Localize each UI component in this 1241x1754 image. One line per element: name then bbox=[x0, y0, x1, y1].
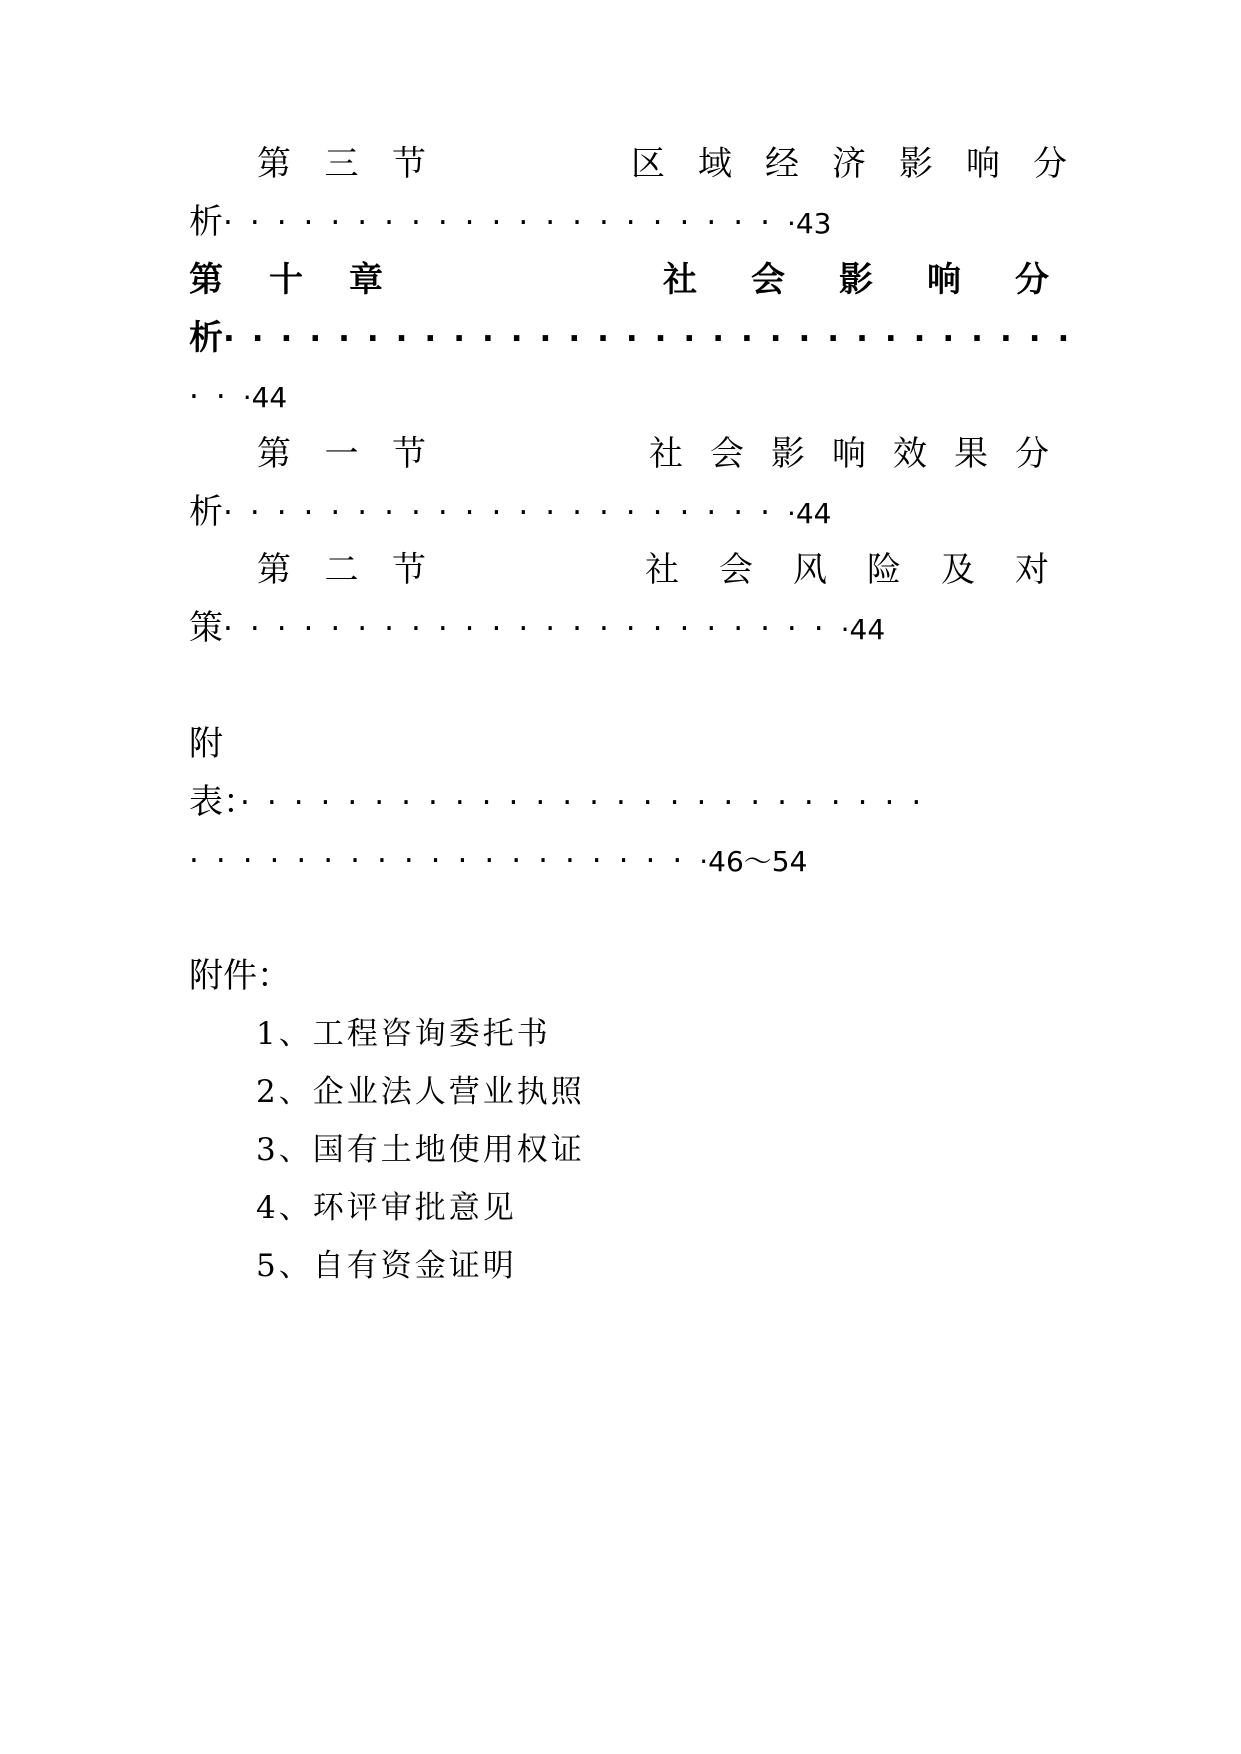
toc-entry-section-2[interactable] bbox=[189, 548, 1089, 592]
toc-entry-section-2-leader[interactable] bbox=[189, 606, 1049, 652]
appendix-tables-heading bbox=[189, 722, 1049, 766]
toc-entry-section-1-leader[interactable] bbox=[189, 490, 1049, 536]
appendix-head: 附 bbox=[189, 724, 223, 764]
toc-entry-section-1[interactable] bbox=[189, 432, 1076, 476]
attachment-item: 5、自有资金证明 bbox=[256, 1248, 517, 1284]
attachment-item: 3、国有土地使用权证 bbox=[256, 1132, 585, 1168]
section-label-char: 三 bbox=[324, 144, 359, 184]
toc-entry-section-3-leader[interactable] bbox=[189, 200, 1049, 246]
section-label-char: 节 bbox=[392, 434, 426, 474]
page-number: ·46～54 bbox=[699, 845, 808, 878]
dot-leader: ····················· bbox=[223, 495, 787, 531]
page-number: ·44 bbox=[786, 497, 832, 530]
section-label-char: 二 bbox=[324, 550, 359, 590]
dot-leader: ······························ bbox=[223, 321, 1087, 357]
section-title-tail: 析 bbox=[189, 202, 223, 242]
attachments-title bbox=[189, 954, 1049, 998]
attachment-item: 4、环评审批意见 bbox=[256, 1190, 517, 1226]
attachment-item: 1、工程咨询委托书 bbox=[256, 1016, 551, 1052]
section-title-tail: 策 bbox=[189, 608, 223, 648]
section-label-char: 一 bbox=[324, 434, 359, 474]
section-label bbox=[189, 142, 426, 186]
appendix-tables-page bbox=[189, 838, 1049, 884]
dot-leader: ······················· bbox=[223, 611, 841, 647]
page-number: ·43 bbox=[786, 207, 832, 240]
section-label bbox=[189, 548, 426, 592]
chapter-title-tail: 析 bbox=[189, 318, 223, 358]
section-label-char: 第 bbox=[257, 434, 291, 474]
toc-entry-section-3[interactable] bbox=[189, 142, 1100, 186]
chapter-label: 第十章 bbox=[189, 260, 429, 300]
attachments-title-text: 附件： bbox=[189, 956, 291, 996]
section-title-text: 区域经济影响分 bbox=[631, 144, 1100, 184]
section-label-char: 节 bbox=[392, 144, 426, 184]
section-label bbox=[189, 432, 426, 476]
appendix-label: 表： bbox=[189, 782, 240, 822]
attachment-item: 2、企业法人营业执照 bbox=[256, 1074, 585, 1110]
section-label-char: 第 bbox=[257, 144, 291, 184]
toc-entry-chapter-10-leader[interactable] bbox=[189, 316, 1087, 361]
section-label-char: 节 bbox=[392, 550, 426, 590]
page-number: ·44 bbox=[840, 613, 886, 646]
section-label-char: 第 bbox=[257, 550, 291, 590]
appendix-tables-entry[interactable] bbox=[189, 780, 1049, 825]
section-title: 社会风险及对 bbox=[645, 550, 1089, 590]
toc-entry-chapter-10-page bbox=[189, 374, 1049, 420]
section-title bbox=[631, 142, 1100, 186]
dot-leader: ·························· bbox=[240, 785, 939, 821]
section-title-tail: 析 bbox=[189, 492, 223, 532]
dot-leader: ·· bbox=[189, 379, 243, 415]
dot-leader: ··················· bbox=[189, 843, 700, 879]
toc-entry-chapter-10[interactable] bbox=[189, 258, 1103, 302]
section-title: 社会影响效果分 bbox=[649, 434, 1076, 474]
page-number: ·44 bbox=[242, 381, 288, 414]
dot-leader: ····················· bbox=[223, 205, 787, 241]
chapter-title: 社会影响分 bbox=[663, 260, 1103, 300]
